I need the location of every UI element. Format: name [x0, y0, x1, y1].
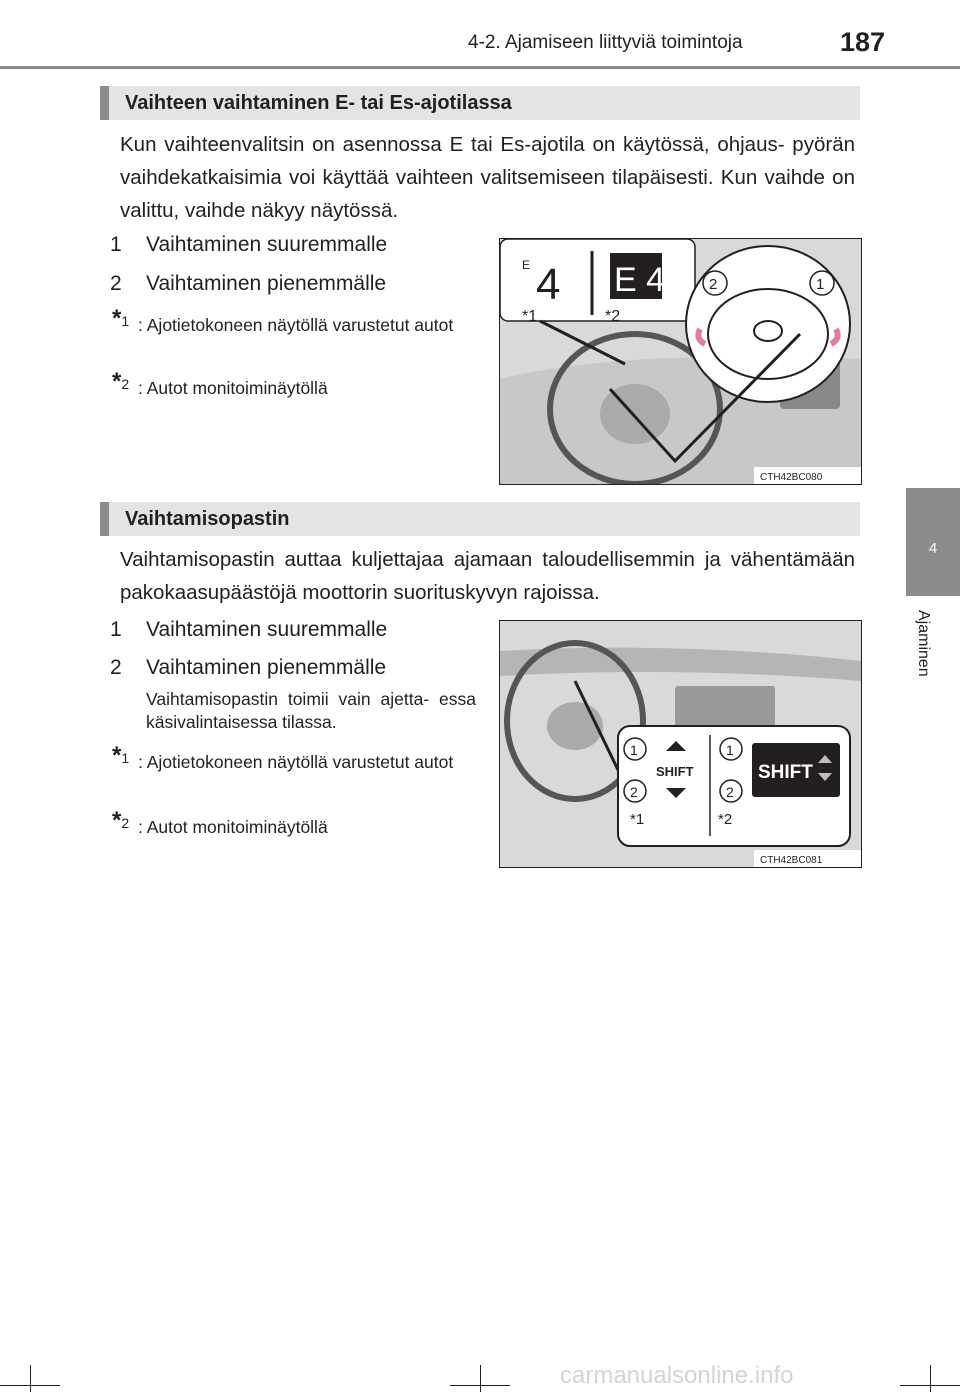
section-heading-shift-indicator [100, 502, 860, 536]
display-small-e: E [522, 258, 531, 272]
item-number-text: 2 [110, 272, 122, 295]
footnote-marker [112, 807, 129, 835]
chapter-label-text: Ajaminen [915, 610, 932, 677]
callout-2: 2 [709, 276, 718, 293]
footnote-star: * [112, 742, 122, 769]
figure-paddle-shift-illustration [500, 239, 861, 484]
list-item-text: Vaihtaminen suuremmalle [146, 618, 388, 641]
footnote-sup: 1 [121, 313, 130, 329]
list-item-text: Vaihtaminen suuremmalle [146, 233, 388, 256]
shift-text: SHIFT [656, 764, 694, 779]
list-item-number [110, 272, 122, 296]
crop-mark [480, 1365, 481, 1392]
item-number-text: 2 [110, 656, 122, 679]
label-star2: *2 [718, 811, 733, 828]
section-heading-text: Vaihteen vaihtaminen E- tai Es-ajotilassa [125, 92, 512, 114]
list-item-text: Vaihtaminen pienemmälle [146, 656, 387, 679]
footnote-sup: 2 [121, 815, 130, 831]
footnote-text: : Autot monitoiminäytöllä [138, 817, 328, 837]
footnote-text: : Ajotietokoneen näytöllä varustetut autot [138, 752, 454, 772]
footnote-marker [112, 305, 129, 333]
label-star1: *1 [522, 308, 538, 325]
footnote-text: : Autot monitoiminäytöllä [138, 378, 328, 398]
watermark: carmanualsonline.info [560, 1362, 794, 1389]
section-heading-e-mode [100, 86, 860, 120]
section-heading-text: Vaihtamisopastin [125, 508, 290, 530]
header-rule [0, 66, 960, 69]
figure-paddle-shift [499, 238, 862, 485]
footnote-star: * [112, 807, 122, 834]
chapter-number: 4 [928, 540, 938, 557]
figure-shift-indicator [499, 620, 862, 868]
item-number-text: 1 [110, 233, 122, 256]
crop-mark [930, 1365, 931, 1392]
running-header-title: 4-2. Ajamiseen liittyviä toimintoja [468, 32, 743, 53]
callout-2-right: 2 [726, 784, 734, 800]
list-item-text: Vaihtaminen pienemmälle [146, 272, 387, 295]
callout-1: 1 [816, 276, 825, 293]
list-item-number [110, 233, 122, 257]
footnote-text: : Ajotietokoneen näytöllä varustetut autot [138, 315, 454, 335]
footnote-star: * [112, 305, 122, 332]
figure-code: CTH42BC081 [760, 855, 823, 866]
shift-badge: SHIFT [758, 762, 813, 783]
section1-paragraph: Kun vaihteenvalitsin on asennossa E tai Es-ajotila on käytössä, ohjaus- pyörän vaihdekatkaisimia voi käyttää vaihteen valitsemiseen tilapäisesti. Kun vaihde on valittu, vaihde näkyy näytössä. [120, 133, 855, 222]
label-star1: *1 [630, 811, 645, 828]
figure-shift-illustration [500, 621, 861, 867]
item-number-text: 1 [110, 618, 122, 641]
footnote-star: * [112, 368, 122, 395]
sub-note: Vaihtamisopastin toimii vain ajetta- essa käsivalintaisessa tilassa. [146, 689, 476, 732]
callout-1-right: 1 [726, 742, 734, 758]
footnote-sup: 2 [121, 376, 130, 392]
list-item-number [110, 656, 122, 680]
figure-code: CTH42BC080 [760, 472, 823, 483]
display-gear-badge: E 4 [614, 261, 666, 299]
callout-1-left: 1 [630, 742, 638, 758]
footnote-marker [112, 368, 129, 396]
display-gear-number: 4 [536, 260, 561, 309]
label-star2: *2 [605, 308, 621, 325]
chapter-label [900, 610, 960, 730]
section2-paragraph: Vaihtamisopastin auttaa kuljettajaa ajamaan taloudellisemmin ja vähentämään pakokaasupäästöjä moottorin suorituskyvyn rajoissa. [120, 548, 855, 604]
footnote-marker [112, 742, 129, 770]
footnote-sup: 1 [121, 750, 130, 766]
page-number: 187 [840, 27, 886, 57]
list-item-number [110, 618, 122, 642]
callout-2-left: 2 [630, 784, 638, 800]
crop-mark [30, 1365, 31, 1392]
